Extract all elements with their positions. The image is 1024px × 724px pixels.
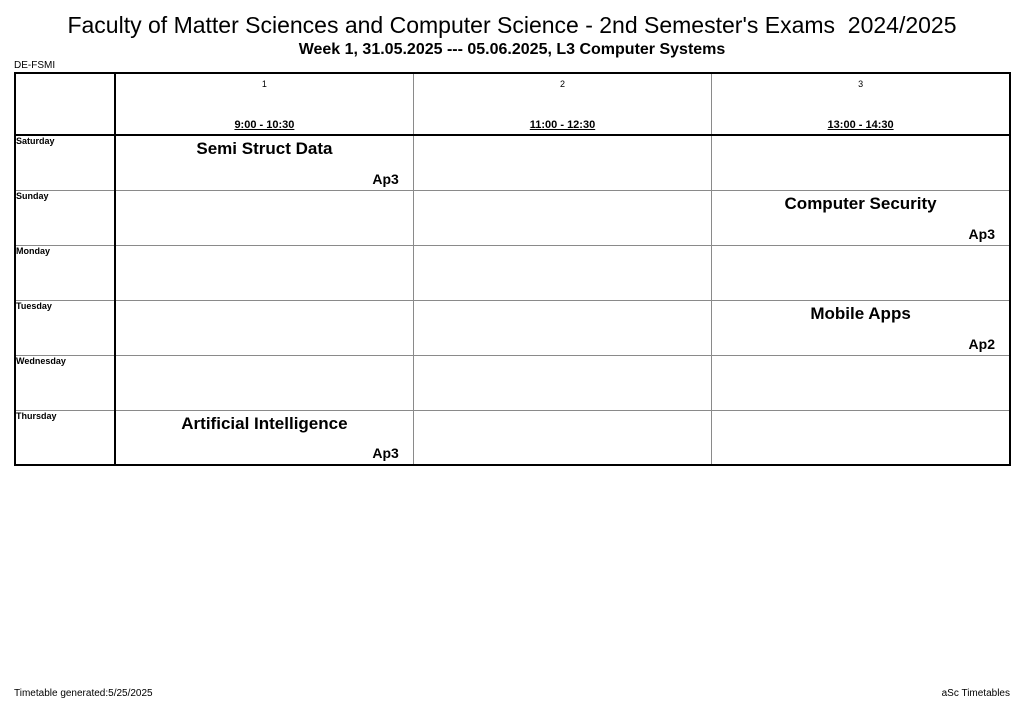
corner-cell	[15, 73, 115, 135]
period-time: 11:00 - 12:30	[529, 119, 596, 131]
period-time: 9:00 - 10:30	[234, 119, 295, 131]
day-row	[15, 355, 1010, 410]
timetable-cell	[115, 355, 413, 410]
timetable-cell	[712, 135, 1010, 190]
exam-subject: Mobile Apps	[810, 303, 911, 323]
timetable-cell	[712, 190, 1010, 245]
period-header	[413, 73, 711, 135]
page-title: Faculty of Matter Sciences and Computer Science - 2nd Semester's Exams 2024/2025	[67, 12, 957, 38]
timetable-cell	[712, 300, 1010, 355]
timetable-cell	[413, 135, 711, 190]
timetable-cell	[115, 245, 413, 300]
exam-room: Ap3	[968, 225, 995, 242]
day-row	[15, 245, 1010, 300]
period-header	[115, 73, 413, 135]
period-number: 1	[261, 79, 267, 89]
day-label: Sunday	[15, 190, 115, 245]
page-subtitle: Week 1, 31.05.2025 --- 05.06.2025, L3 Computer Systems	[298, 41, 726, 58]
brand-label: aSc Timetables	[941, 688, 1010, 699]
period-header	[712, 73, 1010, 135]
day-label: Wednesday	[15, 355, 115, 410]
timetable-cell	[712, 355, 1010, 410]
day-label: Monday	[15, 245, 115, 300]
timetable-cell	[413, 300, 711, 355]
day-row	[15, 190, 1010, 245]
day-row	[15, 300, 1010, 355]
period-number: 2	[559, 79, 565, 89]
period-number: 3	[858, 79, 864, 89]
department-code: DE-FSMI	[14, 60, 56, 71]
timetable-cell	[115, 190, 413, 245]
day-label: Saturday	[15, 135, 115, 190]
exam-room: Ap3	[372, 445, 399, 461]
timetable-cell	[115, 300, 413, 355]
generated-date: Timetable generated:5/25/2025	[14, 688, 153, 699]
timetable-cell	[712, 410, 1010, 465]
day-label: Thursday	[15, 410, 115, 465]
timetable-cell	[712, 245, 1010, 300]
timetable	[14, 72, 1011, 466]
day-row	[15, 135, 1010, 190]
exam-room: Ap2	[968, 335, 995, 352]
timetable-cell	[115, 410, 413, 465]
timetable-cell	[413, 190, 711, 245]
timetable-cell	[413, 355, 711, 410]
timetable-cell	[115, 135, 413, 190]
exam-subject: Computer Security	[784, 193, 937, 213]
timetable-cell	[413, 245, 711, 300]
exam-subject: Artificial Intelligence	[181, 413, 348, 433]
period-header-row	[15, 73, 1010, 135]
exam-room: Ap3	[372, 170, 399, 187]
timetable-cell	[413, 410, 711, 465]
day-row	[15, 410, 1010, 465]
exam-subject: Semi Struct Data	[196, 139, 333, 158]
day-label: Tuesday	[15, 300, 115, 355]
period-time: 13:00 - 14:30	[827, 119, 894, 131]
